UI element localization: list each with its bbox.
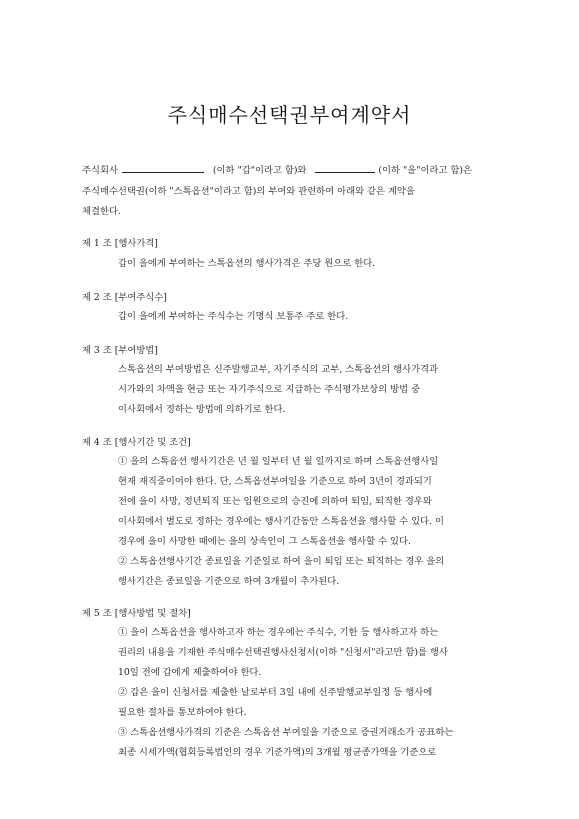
article-5-line: 권리의 내용을 기재한 주식매수선택권행사신청서(이하 "신청서"라고만 함)를 행사 [118,647,448,658]
intro-line-3: 체결한다. [82,206,121,217]
article-2-line: 갑이 을에게 부여하는 주식수는 기명식 보통주 주로 한다. [118,311,349,322]
intro-line-1 [82,163,472,177]
article-4-line: 행사기간은 종료일을 기준으로 하여 3개월이 추가된다. [118,576,340,587]
intro-party-b: (이하 "을"이라고 함)은 [378,165,472,176]
article-5-line: ② 갑은 을이 신청서를 제출한 날로부터 3일 내에 신주발행교부일정 등 행사에 [118,687,433,698]
intro-line-2: 주식매수선택권(이하 "스톡옵션"이라고 함)의 부여와 관련하여 아래와 같은 계약을 [82,186,415,197]
article-4-line: 이사회에서 별도로 정하는 경우에는 행사기간동안 스톡옵션을 행사할 수 있다. 이 [118,516,444,527]
article-4-line: 현재 재직중이어야 한다. 단, 스톡옵션부여일을 기준으로 하여 3년이 경과되기 [118,476,432,487]
article-5-line: 최종 시세가액(협회등록법인의 경우 기준가액)의 3개월 평균종가액을 기준으로 [118,747,437,758]
article-5-line: ① 을이 스톡옵션을 행사하고자 하는 경우에는 주식수, 기한 등 행사하고자 하는 [118,627,439,638]
article-4-line: 경우에 을이 사망한 때에는 을의 상속인이 그 스톡옵션을 행사할 수 있다. [118,536,411,547]
article-5-line: 10일 전에 갑에게 제출하여야 한다. [118,667,262,678]
article-4-line: 전에 을이 사망, 정년퇴직 또는 임원으로의 승진에 의하여 퇴임, 퇴직한 경우와 [118,496,432,507]
article-4-line: ① 을의 스톡옵션 행사기간은 년 월 일부터 년 월 일까지로 하며 스톡옵션행사일 [118,456,439,467]
article-4-heading: 제 4 조 [행사기간 및 조건] [82,437,191,448]
article-3-line: 이사회에서 정하는 방법에 의하기로 한다. [118,404,286,415]
article-5-heading: 제 5 조 [행사방법 및 절차] [82,608,191,619]
article-4-line: ② 스톡옵션행사기간 종료일을 기준일로 하여 을이 퇴임 또는 퇴직하는 경우 을의 [118,556,445,567]
intro-party-a: (이하 "갑"이라고 함)와 [212,165,307,176]
article-3-heading: 제 3 조 [부여방법] [82,345,158,356]
article-5-line: ③ 스톡옵션행사가격의 기준은 스톡옵션 부여일을 기준으로 증권거래소가 공표하는 [118,727,454,738]
document-title: 주식매수선택권부여계약서 [167,103,412,127]
company-label: 주식회사 [82,165,118,176]
article-1-heading: 제 1 조 [행사가격] [82,238,158,249]
article-1-line: 갑이 을에게 부여하는 스톡옵션의 행사가격은 주당 원으로 한다. [118,258,376,269]
company-name-blank [122,163,204,173]
article-5-line: 필요한 절차를 통보하여야 한다. [118,707,247,718]
article-3-line: 시가와의 차액을 현금 또는 자기주식으로 지급하는 주식평가보상의 방법 중 [118,384,421,395]
article-3-line: 스톡옵션의 부여방법은 신주발행교부, 자기주식의 교부, 스톡옵션의 행사가격과 [118,364,439,375]
party-b-blank [315,163,375,173]
article-2-heading: 제 2 조 [부여주식수] [82,292,167,303]
